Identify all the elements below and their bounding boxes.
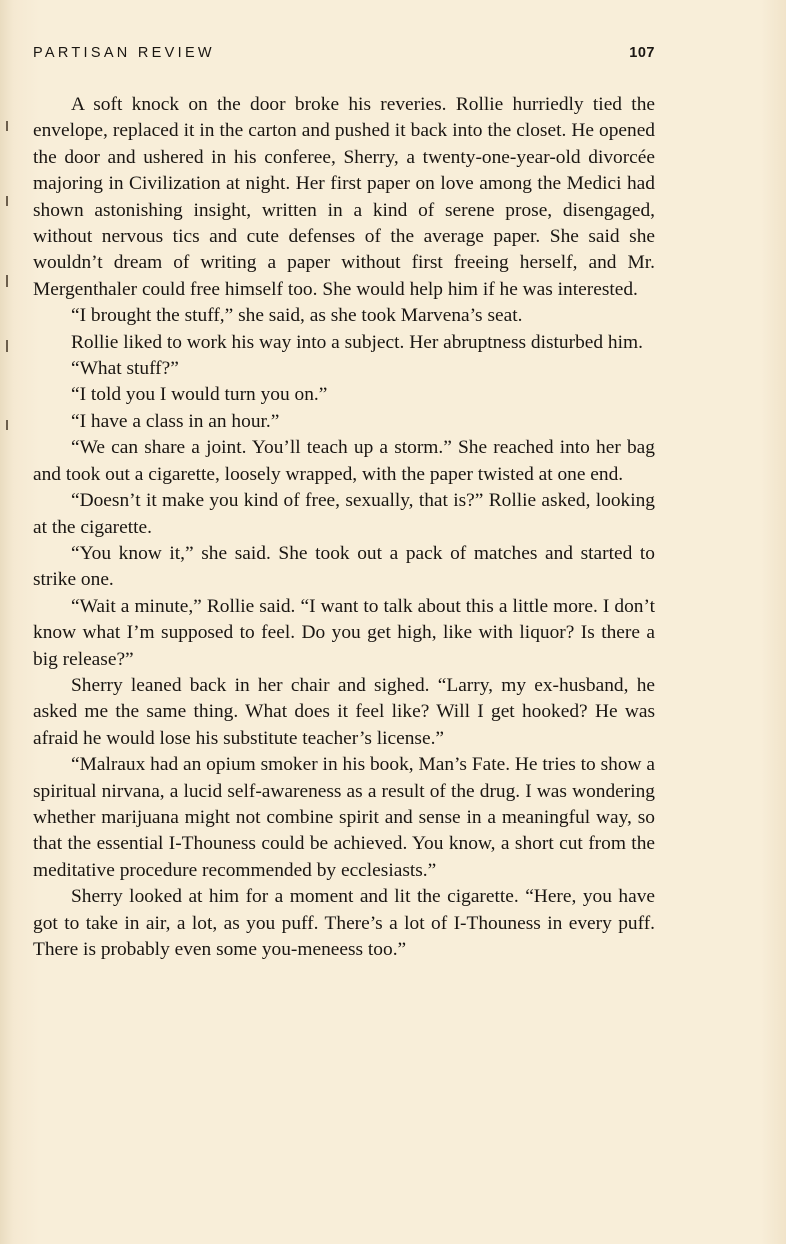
- paragraph: “Malraux had an opium smoker in his book, Man’s Fate. He tries to show a spiritual nirvana, a lucid self-awareness as a result of the drug. I was wondering whether marijuana might not combine spirit and sense in a meaningful way, so that the essential I-Thouness could be achieved. You know, a short cut from the meditative procedure recommended by ecclesiasts.”: [33, 754, 655, 881]
- journal-title: PARTISAN REVIEW: [33, 45, 215, 61]
- paragraph: “I told you I would turn you on.”: [71, 384, 328, 406]
- margin-mark: [6, 275, 8, 287]
- paragraph: “I brought the stuff,” she said, as she took Marvena’s seat.: [71, 305, 523, 327]
- paragraph: “Wait a minute,” Rollie said. “I want to talk about this a little more. I don’t know what I’m supposed to feel. Do you get high, like with liquor? Is there a big release?”: [33, 595, 655, 670]
- body-text: [33, 92, 655, 963]
- paragraph: “Doesn’t it make you kind of free, sexually, that is?” Rollie asked, looking at the cigarette.: [33, 490, 655, 538]
- paragraph: Sherry leaned back in her chair and sighed. “Larry, my ex-husband, he asked me the same thing. What does it feel like? Will I get hooked? He was afraid he would lose his substitute teacher’s license.”: [33, 674, 655, 749]
- margin-mark: [6, 196, 8, 206]
- page-number: 107: [629, 45, 655, 61]
- paragraph: Rollie liked to work his way into a subject. Her abruptness disturbed him.: [71, 331, 643, 353]
- paragraph: “What stuff?”: [71, 358, 179, 380]
- paragraph: A soft knock on the door broke his reveries. Rollie hurriedly tied the envelope, replaced it in the carton and pushed it back into the closet. He opened the door and ushered in his conferee, Sherry, a twenty-one-year-old divorcée majoring in Civilization at night. Her first paper on love among the Medici had shown astonishing insight, written in a kind of serene prose, disengaged, without nervous tics and cute defenses of the average paper. She said she wouldn’t dream of writing a paper without first freeing herself, and Mr. Mergenthaler could free himself too. She would help him if he was interested.: [33, 94, 655, 300]
- paragraph: Sherry looked at him for a moment and lit the cigarette. “Here, you have got to take in air, a lot, as you puff. There’s a lot of I-Thouness in every puff. There is probably even some you-meneess too.”: [33, 886, 655, 960]
- running-header: [33, 45, 655, 65]
- paragraph: “I have a class in an hour.”: [71, 410, 280, 432]
- margin-mark: [6, 340, 8, 352]
- paragraph: “We can share a joint. You’ll teach up a storm.” She reached into her bag and took out a cigarette, loosely wrapped, with the paper twisted at one end.: [33, 437, 655, 485]
- paragraph: “You know it,” she said. She took out a pack of matches and started to strike one.: [33, 542, 655, 591]
- margin-mark: [6, 420, 8, 430]
- margin-mark: [6, 121, 8, 131]
